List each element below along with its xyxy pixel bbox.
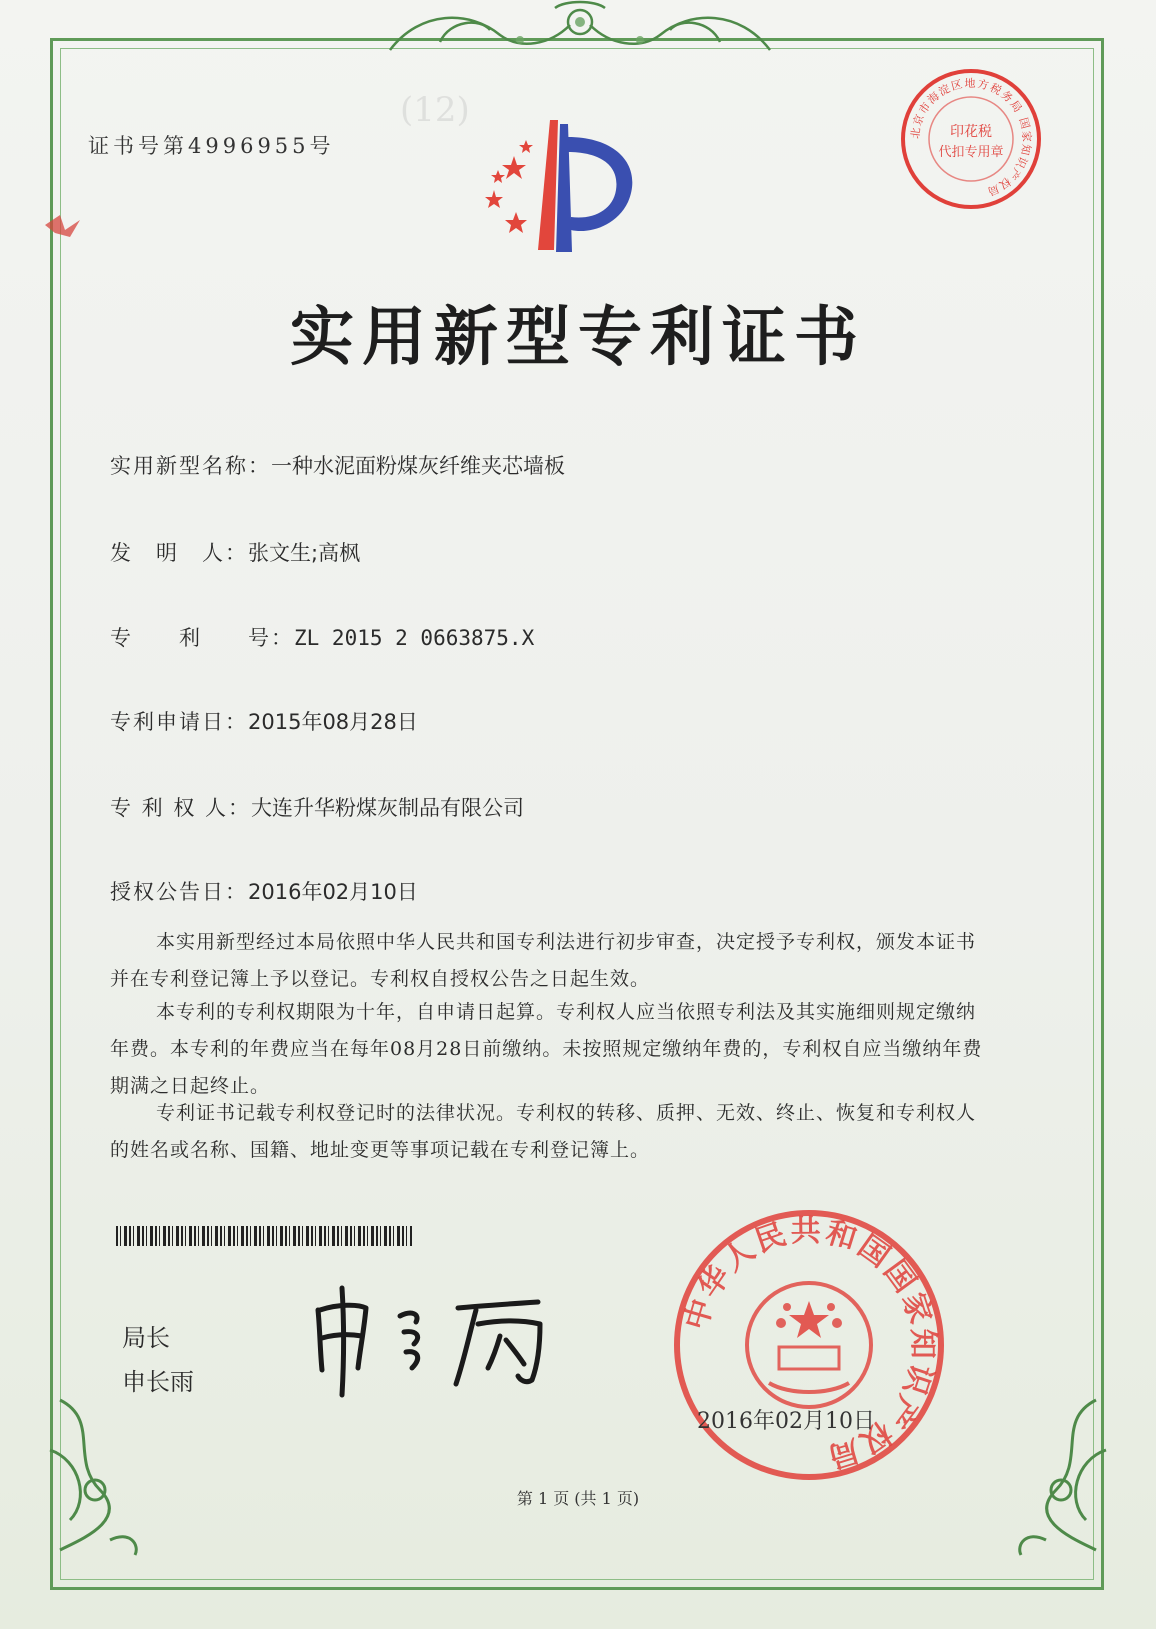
paragraph-examination	[110, 924, 990, 998]
bottom-right-ornament	[1006, 1390, 1116, 1560]
director-title: 局长	[122, 1324, 170, 1352]
patent-office-logo-icon	[468, 112, 648, 262]
barcode	[116, 1226, 412, 1246]
seal-date: 2016年02月10日	[697, 1409, 875, 1434]
seal-ring-text: 中华人民共和国国家知识产权局	[678, 1213, 941, 1476]
director-signature	[308, 1280, 568, 1400]
tax-stamp-line2: 代扣专用章	[938, 145, 1004, 160]
tax-stamp-ring-text: 北京市海淀区地方税务局 国家知识产权局	[908, 76, 1034, 199]
field-label: 发 明 人：	[110, 541, 248, 565]
red-mark-icon	[40, 205, 90, 245]
field-utility-model-name	[110, 450, 565, 480]
bottom-left-ornament	[40, 1390, 150, 1560]
certificate-title: 实用新型专利证书	[290, 301, 866, 375]
field-label: 实用新型名称：	[110, 454, 271, 478]
field-grant-date	[110, 876, 418, 906]
field-value: 2016年02月10日	[248, 880, 418, 904]
certificate-number: 证书号第4996955号	[88, 134, 335, 158]
tax-stamp	[896, 64, 1046, 214]
field-value: ZL 2015 2 0663875.X	[294, 626, 535, 650]
paragraph-text: 本专利的专利权期限为十年，自申请日起算。专利权人应当依照专利法及其实施细则规定缴纳年费。本专利的年费应当在每年08月28日前缴纳。未按照规定缴纳年费的，专利权自应当缴纳年费期满之日起终止。	[110, 1001, 983, 1097]
field-value: 2015年08月28日	[248, 710, 418, 734]
field-label: 授权公告日：	[110, 880, 248, 904]
field-filing-date	[110, 706, 418, 736]
tax-stamp-line1: 印花税	[950, 124, 992, 140]
paragraph-text: 专利证书记载专利权登记时的法律状况。专利权的转移、质押、无效、终止、恢复和专利权人的姓名或名称、国籍、地址变更等事项记载在专利登记簿上。	[110, 1102, 977, 1161]
ghost-heading: (12)	[400, 90, 470, 130]
paragraph-term	[110, 994, 990, 1105]
official-seal	[669, 1205, 949, 1485]
field-patent-number	[110, 622, 534, 652]
field-value: 一种水泥面粉煤灰纤维夹芯墙板	[271, 454, 565, 478]
field-patentee	[110, 792, 524, 822]
field-value: 大连升华粉煤灰制品有限公司	[251, 796, 525, 820]
paragraph-text: 本实用新型经过本局依照中华人民共和国专利法进行初步审查，决定授予专利权，颁发本证书并在专利登记簿上予以登记。专利权自授权公告之日起生效。	[110, 931, 977, 990]
top-ornament	[380, 0, 780, 58]
field-value: 张文生;高枫	[248, 541, 361, 565]
paragraph-legal-status	[110, 1095, 990, 1169]
field-label: 专利申请日：	[110, 710, 248, 734]
director-name: 申长雨	[122, 1368, 194, 1396]
page-footer: 第 1 页 (共 1 页)	[516, 1489, 640, 1508]
field-label: 专 利 权 人：	[110, 796, 252, 820]
field-label: 专 利 号：	[110, 626, 294, 650]
field-inventors	[110, 537, 360, 567]
